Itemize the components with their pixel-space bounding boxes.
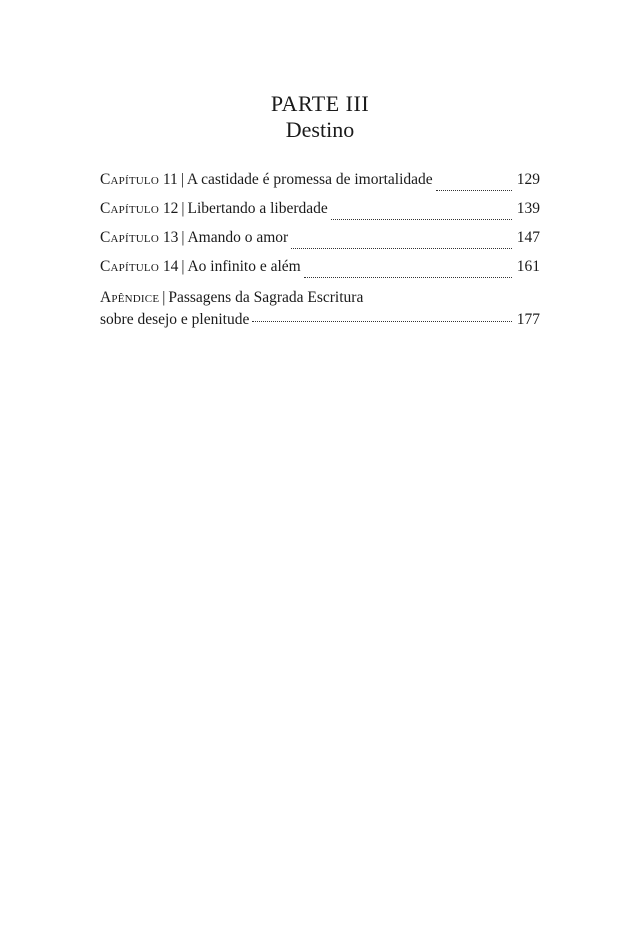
entry-kind: Capítulo [100,200,159,217]
toc-entry-chapter-14 [100,257,540,286]
separator: | [181,229,185,246]
toc-entry-chapter-13 [100,228,540,257]
chapter-number: 13 [162,229,179,246]
part-label: PARTE III [270,91,370,116]
page-number: 139 [516,200,540,217]
appendix-title-line1: Passagens da Sagrada Escritura [168,289,364,306]
separator: | [181,200,185,217]
toc-entry-chapter-11 [100,170,540,199]
separator: | [180,171,184,188]
chapter-number: 12 [162,200,179,217]
dot-leader [331,219,512,220]
toc-entry-appendix [100,286,540,330]
chapter-title: Amando o amor [187,229,289,246]
entry-kind: Capítulo [100,171,159,188]
chapter-number: 14 [162,258,179,275]
separator: | [181,258,185,275]
chapter-title: A castidade é promessa de imortalidade [186,171,433,188]
chapter-number: 11 [162,171,178,188]
part-title: Destino [285,117,355,142]
table-of-contents [100,170,540,330]
dot-leader [252,321,512,322]
page-number: 177 [516,311,540,328]
toc-entry-chapter-12 [100,199,540,228]
appendix-title-line2: sobre desejo e plenitude [100,311,250,328]
dot-leader [291,248,512,249]
entry-kind: Capítulo [100,229,159,246]
chapter-title: Ao infinito e além [187,258,301,275]
dot-leader [304,277,512,278]
entry-kind: Capítulo [100,258,159,275]
page-number: 161 [516,258,540,275]
chapter-title: Libertando a liberdade [187,200,328,217]
separator: | [162,289,166,306]
page-number: 147 [516,229,540,246]
page-number: 129 [516,171,540,188]
dot-leader [436,190,512,191]
entry-kind: Apêndice [100,289,160,306]
